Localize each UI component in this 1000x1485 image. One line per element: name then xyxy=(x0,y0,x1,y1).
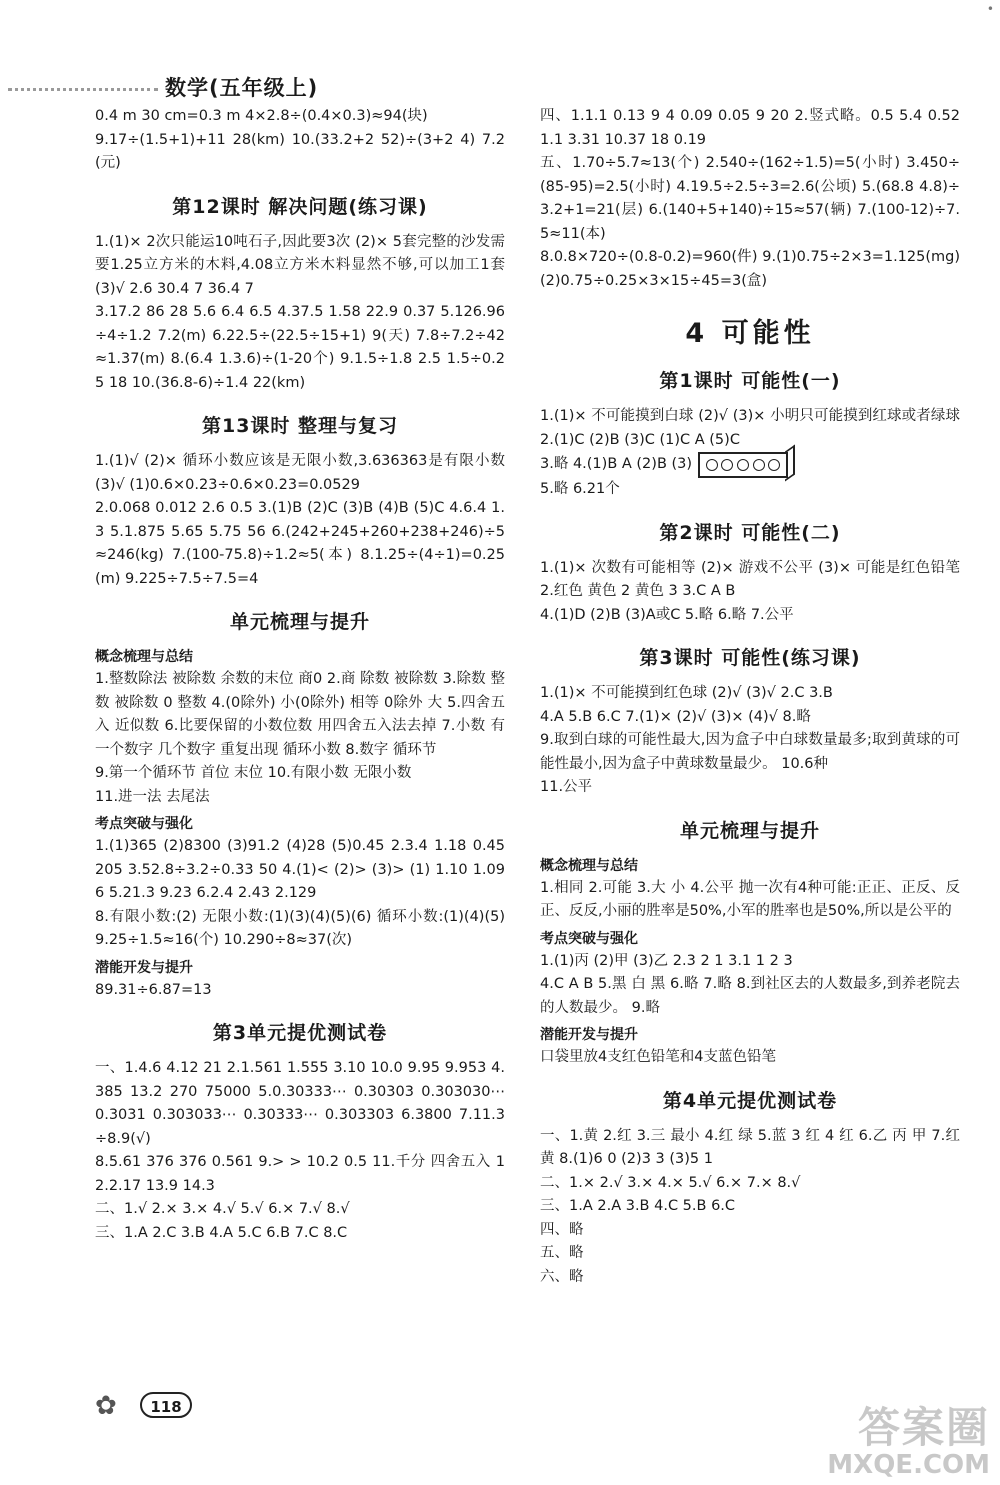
ball-box-figure xyxy=(698,452,788,478)
right-review-title: 单元梳理与提升 xyxy=(679,819,820,842)
test4-text-1: 一、1.黄 2.红 3.三 最小 4.红 绿 5.蓝 3 红 4 红 6.乙 丙 甲 7.红 黄 8.(1)6 0 (2)3 3 (3)5 1 xyxy=(540,1127,960,1167)
left-concept-text-1: 1.整数除法 被除数 余数的末位 商0 2.商 除数 被除数 3.除数 整数 被除数 0 整数 4.(0除外) 小(0除外) 相等 0除外 大 5.四舍五入 近似数 6.比要保留的小数位数 用四舍五入法去掉 7.小数 有一个数字 几个数字 重复出现 循环小数 8.数字 循环节 xyxy=(95,671,505,758)
ball-icon xyxy=(768,459,780,471)
ball-icon xyxy=(706,459,718,471)
right-concept-text: 1.相同 2.可能 3.大 小 4.公平 抛一次有4种可能:正正、正反、反正、反反,小丽的胜率是50%,小军的胜率也是50%,所以是公平的 xyxy=(540,879,960,919)
left-break-text-1: 1.(1)365 (2)8300 (3)91.2 (4)28 (5)0.45 2.3.4 1.18 0.45 205 3.52.8÷3.2÷0.33 50 4.(1)< (2)> (3)> (1) 1.10 1.096 5.21.3 9.23 6.2.4 2.43 2.129 xyxy=(95,838,505,901)
test4-text-5: 五、略 xyxy=(540,1245,584,1261)
left-review-title: 单元梳理与提升 xyxy=(229,611,370,633)
lesson12-text-1: 1.(1)× 2次只能运10吨石子,因此要3次 (2)× 5套完整的沙发需要1.25立方米的木料,4.08立方米木料显然不够,可以加工1套 (3)√ 2.6 30.4 7 36.4 7 xyxy=(95,233,505,297)
lesson1-text-2: 3.略 4.(1)B A (2)B (3) xyxy=(540,456,693,473)
test4-text-2: 二、1.× 2.√ 3.× 4.× 5.√ 6.× 7.× 8.√ xyxy=(540,1174,801,1191)
right-potential-title: 潜能开发与提升 xyxy=(540,1027,638,1043)
test3-text-3: 二、1.√ 2.× 3.× 4.√ 5.√ 6.× 7.√ 8.√ xyxy=(95,1201,350,1217)
left-potential-text: 89.31÷6.87=13 xyxy=(95,981,212,998)
header-title: 数学(五年级上) xyxy=(165,76,319,100)
right-potential-text: 口袋里放4支红色铅笔和4支蓝色铅笔 xyxy=(540,1049,776,1065)
ball-icon xyxy=(737,459,749,471)
lesson13-title: 第13课时 整理与复习 xyxy=(201,415,399,437)
intro-line-2: 9.17÷(1.5+1)+11 28(km) 10.(33.2+2 52)÷(3+2 4) 7.2(元) xyxy=(95,131,505,171)
right-top-text-3: 8.0.8×720÷(0.8-0.2)=960(件) 9.(1)0.75÷2×3=1.125(mg) (2)0.75÷0.25×3×15÷45=3(盒) xyxy=(540,249,960,289)
right-top-text-2: 五、1.70÷5.7≈13(个) 2.540÷(162÷1.5)=5(小时) 3.450÷(85-95)=2.5(小时) 4.19.5÷2.5÷3=2.6(公顷) 5.(68.8 4.8)÷3.2+1=21(层) 6.(140+5+140)÷15≈57(辆) 7.(100-12)÷7.5≈11(本) xyxy=(540,155,960,242)
ball-icon xyxy=(753,459,765,471)
corner-mark: • xyxy=(986,2,994,16)
left-break-text-2: 8.有限小数:(2) 无限小数:(1)(3)(4)(5)(6) 循环小数:(1)(4)(5) 9.25÷1.5≈16(个) 10.290÷8≈37(次) xyxy=(95,908,505,948)
lesson1-title: 第1课时 可能性(一) xyxy=(659,370,841,392)
right-top-text-1: 四、1.1.1 0.13 9 4 0.09 0.05 9 20 2.竖式略。0.5 5.4 0.52 1.1 3.31 10.37 18 0.19 xyxy=(540,108,960,148)
lesson2-text-1: 1.(1)× 次数有可能相等 (2)× 游戏不公平 (3)× 可能是红色铅笔 2.红色 黄色 2 黄色 3 3.C A B xyxy=(540,559,960,599)
test3-title: 第3单元提优测试卷 xyxy=(212,1022,388,1044)
watermark-cn: 答案圈 xyxy=(857,1403,990,1452)
lesson3-text-2: 4.A 5.B 6.C 7.(1)× (2)√ (3)× (4)√ 8.略 xyxy=(540,708,811,725)
page-number: 118 xyxy=(140,1392,192,1418)
right-break-text-2: 4.C A B 5.黑 白 黑 6.略 7.略 8.到社区去的人数最多,到养老院去的人数最少。 9.略 xyxy=(540,976,960,1016)
left-concept-text-2: 9.第一个循环节 首位 末位 10.有限小数 无限小数 xyxy=(95,765,412,781)
page-header xyxy=(0,68,520,108)
lesson2-title: 第2课时 可能性(二) xyxy=(659,521,841,544)
left-concept-title: 概念梳理与总结 xyxy=(95,649,193,665)
test3-text-4: 三、1.A 2.C 3.B 4.A 5.C 6.B 7.C 8.C xyxy=(95,1224,348,1241)
lesson1-text-1: 1.(1)× 不可能摸到白球 (2)√ (3)× 小明只可能摸到红球或者绿球 2.(1)C (2)B (3)C (1)C A (5)C xyxy=(540,408,960,448)
lesson1-box-row xyxy=(540,452,960,478)
test3-text-2: 8.5.61 376 376 0.561 9.> > 10.2 0.5 11.千分 四舍五入 12.2.17 13.9 14.3 xyxy=(95,1154,505,1194)
unit4-title: 4 可能性 xyxy=(685,318,815,349)
test4-title: 第4单元提优测试卷 xyxy=(662,1089,838,1112)
left-concept-text-3: 11.进一法 去尾法 xyxy=(95,788,210,805)
lesson2-text-2: 4.(1)D (2)B (3)A或C 5.略 6.略 7.公平 xyxy=(540,606,794,623)
intro-line-1: 0.4 m 30 cm=0.3 m 4×2.8÷(0.4×0.3)≈94(块) xyxy=(95,108,428,124)
left-column xyxy=(95,105,505,1245)
right-break-title: 考点突破与强化 xyxy=(540,930,638,947)
lesson12-text-2: 3.17.2 86 28 5.6 6.4 6.5 4.37.5 1.58 22.9 0.37 5.126.96÷4÷1.2 7.2(m) 6.22.5÷(22.5÷15+1) 9(天) 7.8÷7.2÷42≈1.37(m) 8.(6.4 1.3.6)÷(1-20个) 9.1.5÷1.8 2.5 1.5÷0.25 18 10.(36.8-6)÷1.4 22(km) xyxy=(95,304,505,391)
header-decoration xyxy=(8,88,158,91)
lesson13-text-2: 2.0.068 0.012 2.6 0.5 3.(1)B (2)C (3)B (4)B (5)C 4.6.4 1.3 5.1.875 5.65 5.75 56 6.(242+245+260+238+246)÷5≈246(kg) 7.(100-75.8)÷1.2≈5(本) 8.1.25÷(4÷1)=0.25(m) 9.225÷7.5÷7.5=4 xyxy=(95,500,505,587)
test4-text-6: 六、略 xyxy=(540,1268,584,1285)
lesson3-title: 第3课时 可能性(练习课) xyxy=(639,647,861,669)
right-concept-title: 概念梳理与总结 xyxy=(540,857,638,874)
watermark-en: MXQE.COM xyxy=(827,1450,990,1480)
lesson3-text-3: 9.取到白球的可能性最大,因为盒子中白球数量最多;取到黄球的可能性最小,因为盒子中黄球数量最少。 10.6种 xyxy=(540,732,960,772)
lesson12-title: 第12课时 解决问题(练习课) xyxy=(172,195,428,218)
lesson13-text-1: 1.(1)√ (2)× 循环小数应该是无限小数,3.636363是有限小数 (3)√ (1)0.6×0.23÷0.6×0.23=0.0529 xyxy=(95,453,505,493)
mascot-icon: ✿ xyxy=(95,1391,117,1421)
lesson3-text-1: 1.(1)× 不可能摸到红色球 (2)√ (3)√ 2.C 3.B xyxy=(540,685,833,701)
watermark-logo xyxy=(780,1405,990,1483)
test4-text-4: 四、略 xyxy=(540,1221,584,1238)
test4-text-3: 三、1.A 2.A 3.B 4.C 5.B 6.C xyxy=(540,1198,736,1214)
left-potential-title: 潜能开发与提升 xyxy=(95,959,193,976)
lesson3-text-4: 11.公平 xyxy=(540,779,593,795)
ball-icon xyxy=(721,459,733,471)
test3-text-1: 一、1.4.6 4.12 21 2.1.561 1.555 3.10 10.0 9.95 9.953 4.385 13.2 270 75000 5.0.30333⋯ 0.30303 0.303030⋯ 0.3031 0.303033⋯ 0.30333⋯ 0.303303 6.3800 7.11.3÷8.9(√) xyxy=(95,1060,505,1147)
right-break-text-1: 1.(1)丙 (2)甲 (3)乙 2.3 2 1 3.1 1 2 3 xyxy=(540,952,793,969)
lesson1-text-3: 5.略 6.21个 xyxy=(540,481,620,497)
right-column xyxy=(540,105,960,1289)
left-break-title: 考点突破与强化 xyxy=(95,816,193,832)
